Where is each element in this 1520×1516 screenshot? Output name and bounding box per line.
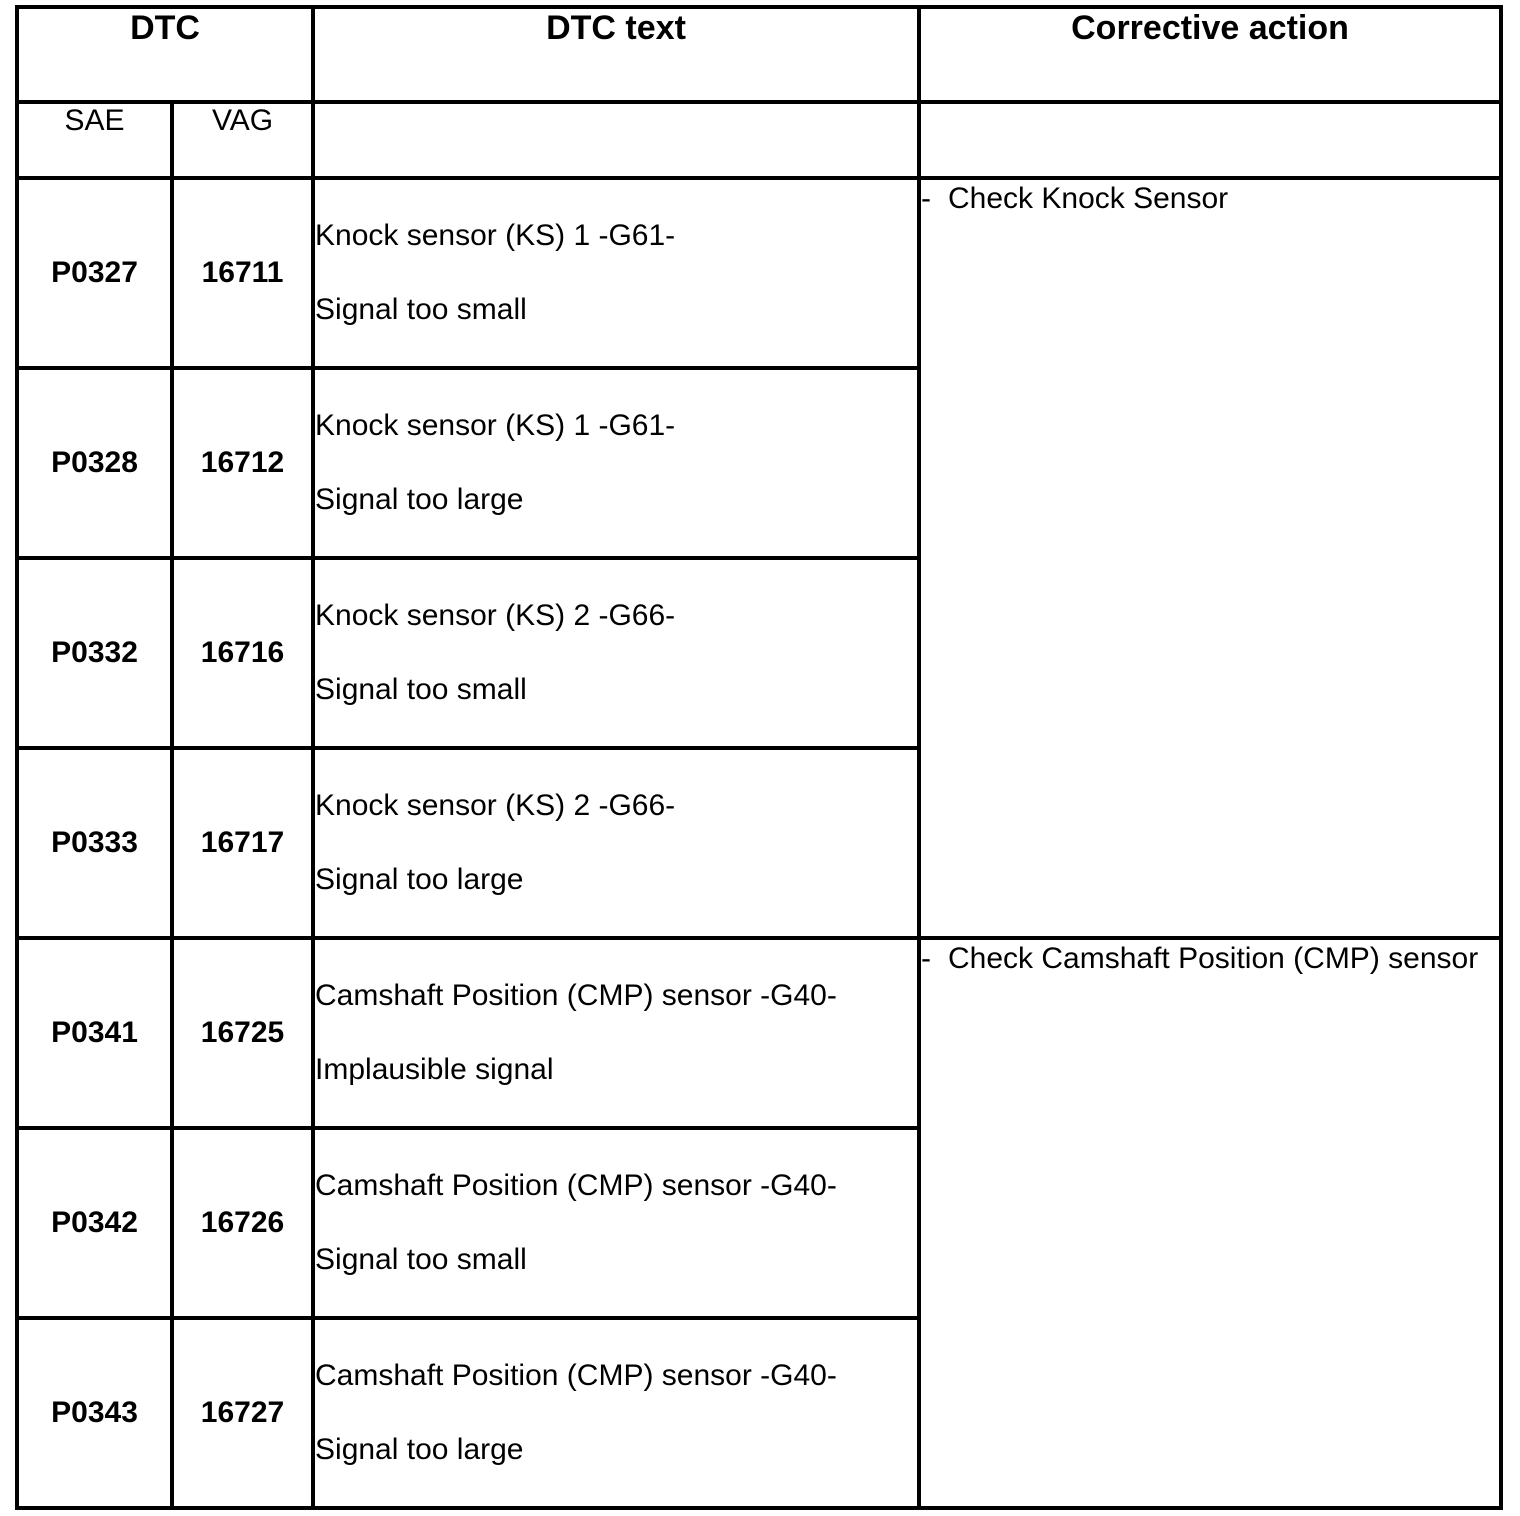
dtc-text-cell [313,178,919,368]
dtc-component: Knock sensor (KS) 1 -G61- [315,219,676,252]
header-dtc-text: DTC text [313,7,919,102]
table-subheader-row [17,102,1501,178]
table-row [17,178,1501,368]
sae-code: P0333 [17,748,172,938]
dtc-component: Camshaft Position (CMP) sensor -G40- [315,1359,837,1392]
sae-code: P0343 [17,1318,172,1508]
bullet-dash: - [921,942,932,975]
header-corrective-action: Corrective action [919,7,1501,102]
sae-code: P0328 [17,368,172,558]
corrective-action-cell [919,178,1501,938]
vag-code: 16725 [172,938,313,1128]
dtc-table [15,5,1503,1510]
corrective-action-cell [919,938,1501,1508]
dtc-condition: Signal too small [315,293,527,326]
action-text: Check Camshaft Position (CMP) sensor [948,942,1479,975]
dtc-text-cell [313,938,919,1128]
action-item [921,180,1499,218]
header-dtc: DTC [17,7,313,102]
dtc-component: Camshaft Position (CMP) sensor -G40- [315,1169,837,1202]
vag-code: 16712 [172,368,313,558]
sae-code: P0342 [17,1128,172,1318]
dtc-text-cell [313,1318,919,1508]
dtc-component: Camshaft Position (CMP) sensor -G40- [315,979,837,1012]
dtc-component: Knock sensor (KS) 2 -G66- [315,599,676,632]
dtc-text-cell [313,1128,919,1318]
dtc-text-cell [313,748,919,938]
table-header-row [17,7,1501,102]
vag-code: 16717 [172,748,313,938]
header-sae: SAE [17,102,172,178]
action-text: Check Knock Sensor [948,182,1229,215]
header-blank-cell [313,102,919,178]
header-blank-cell [919,102,1501,178]
vag-code: 16716 [172,558,313,748]
bullet-dash: - [921,182,932,215]
dtc-component: Knock sensor (KS) 2 -G66- [315,789,676,822]
dtc-condition: Signal too large [315,863,524,896]
sae-code: P0341 [17,938,172,1128]
dtc-condition: Signal too large [315,483,524,516]
dtc-condition: Implausible signal [315,1053,554,1086]
dtc-text-cell [313,368,919,558]
header-vag: VAG [172,102,313,178]
dtc-condition: Signal too small [315,673,527,706]
vag-code: 16711 [172,178,313,368]
vag-code: 16727 [172,1318,313,1508]
sae-code: P0327 [17,178,172,368]
dtc-condition: Signal too small [315,1243,527,1276]
dtc-condition: Signal too large [315,1433,524,1466]
vag-code: 16726 [172,1128,313,1318]
dtc-component: Knock sensor (KS) 1 -G61- [315,409,676,442]
table-row [17,938,1501,1128]
dtc-text-cell [313,558,919,748]
action-item [921,940,1499,978]
sae-code: P0332 [17,558,172,748]
